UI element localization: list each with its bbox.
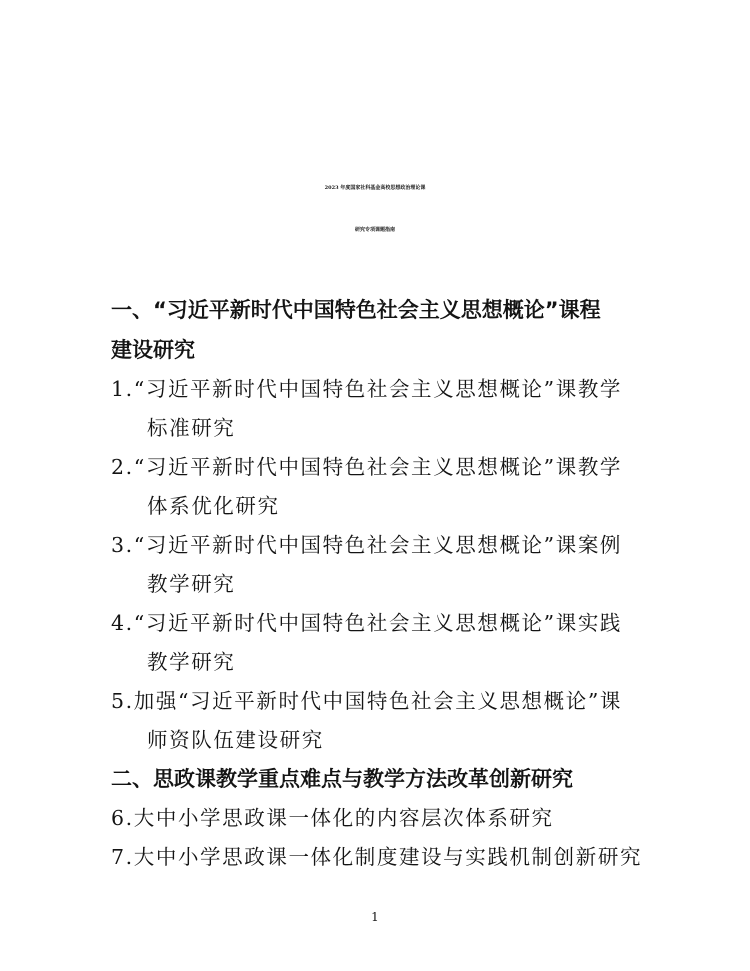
list-item-5-line-1: 5.加强“习近平新时代中国特色社会主义思想概论”课 [111,689,623,713]
list-item-6: 6.大中小学思政课一体化的内容层次体系研究 [111,806,554,830]
document-title-line-2: 研究专项课题指南 [354,227,395,233]
list-item-1-line-1: 1.“习近平新时代中国特色社会主义思想概论”课教学 [111,377,623,401]
document-title-line-1: 2023 年度国家社科基金高校思想政治理论课 [324,185,426,191]
page-number: 1 [371,910,379,924]
list-item-1-line-2: 标准研究 [147,416,236,440]
list-item-4-line-2: 教学研究 [147,650,236,674]
list-item-7: 7.大中小学思政课一体化制度建设与实践机制创新研究 [111,845,643,869]
section-heading-2: 二、思政课教学重点难点与教学方法改革创新研究 [111,767,573,791]
list-item-2-line-2: 体系优化研究 [147,494,280,518]
section-heading-1-line-1: 一、“习近平新时代中国特色社会主义思想概论”课程 [111,298,601,322]
list-item-4-line-1: 4.“习近平新时代中国特色社会主义思想概论”课实践 [111,611,623,635]
list-item-5-line-2: 师资队伍建设研究 [147,728,324,752]
list-item-3-line-1: 3.“习近平新时代中国特色社会主义思想概论”课案例 [111,533,623,557]
list-item-2-line-1: 2.“习近平新时代中国特色社会主义思想概论”课教学 [111,455,623,479]
section-heading-1-line-2: 建设研究 [111,338,195,362]
list-item-3-line-2: 教学研究 [147,572,236,596]
